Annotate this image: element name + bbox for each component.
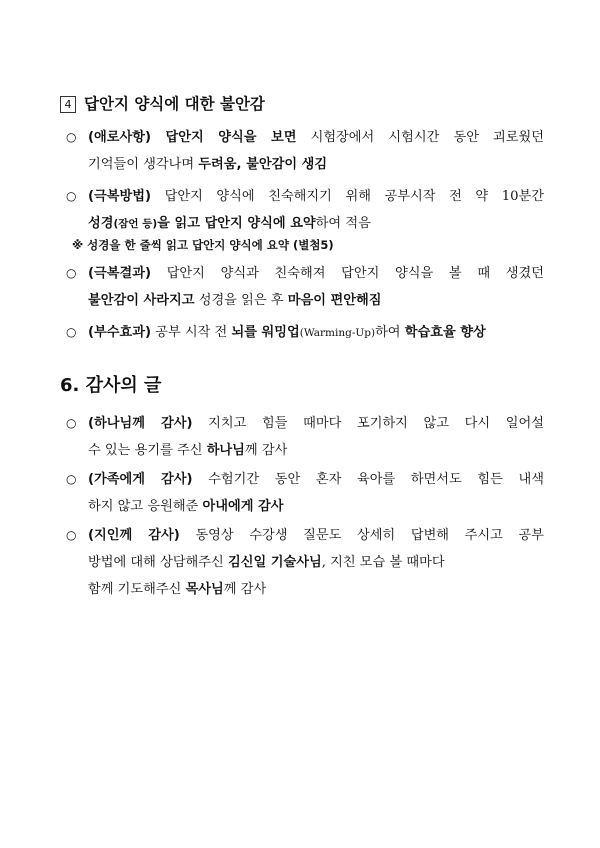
line [66,493,544,520]
bold-text: (극복결과) [88,266,152,281]
line [66,466,544,493]
note-reference: ※ 성경을 한 줄씩 읽고 답안지 양식에 요약 (별첨5) [72,238,334,252]
text: 께 감사 [223,582,267,597]
line [66,522,544,549]
text: 방법에 대해 상담해주신 [88,555,228,570]
line [66,260,544,287]
text: 성경을 읽은 후 [194,293,288,308]
text: 수험기간 동안 혼자 육아를 하면서도 힘든 내색 [192,472,544,487]
bold-text: 하나님 [206,443,245,458]
list-item-thanks-family [66,466,544,520]
bullet-mark: ○ [66,472,77,486]
line [66,183,544,210]
list-item-side-effect [66,319,544,347]
line [66,124,544,151]
line [66,210,544,238]
bold-text: 학습효율 향상 [404,325,486,340]
text: 하여 적음 [315,216,371,231]
line [66,287,544,314]
bold-text: (애로사항) 답안지 양식을 보면 [88,130,297,145]
bold-text: 불안감이 사라지고 [88,293,195,308]
subsection-heading [60,93,265,115]
text: 답안지 양식과 친숙해져 답안지 양식을 볼 때 생겼던 [151,266,544,281]
text: 동영상 수강생 질문도 상세히 답변해 주시고 공부 [179,528,545,543]
bold-text: 김신일 기술사님 [227,555,322,570]
bold-text: (하나님께 감사) [88,416,193,431]
text: 답안지 양식에 친숙해지기 위해 공부시작 전 약 10분간 [151,189,544,204]
bullet-mark: ○ [66,416,77,430]
subsection-title: 답안지 양식에 대한 불안감 [84,95,265,113]
bullet-mark: ○ [66,130,77,144]
list-item-result [66,260,544,314]
text: 함께 기도해주신 [88,582,186,597]
small-text: (Warming-Up) [299,327,376,339]
line [66,410,544,437]
list-item-method [66,183,544,238]
text: 수 있는 용기를 주신 [88,443,207,458]
list-item-thanks-acquaintances [66,522,544,603]
bold-text: 뇌를 워밍업 [231,325,300,340]
bullet-mark: ○ [66,189,77,203]
bold-text: 두려움, 불안감이 생김 [198,157,328,172]
text: 기억들이 생각나며 [88,157,199,172]
text: 께 감사 [244,443,288,458]
bold-text: 아내에게 감사 [202,499,284,514]
section-heading: 6. 감사의 글 [60,375,162,396]
line [66,319,544,347]
text: 공부 시작 전 [151,325,232,340]
line [66,549,544,576]
bold-text: 성경 [88,216,114,231]
bullet-mark: ○ [66,325,77,339]
small-bold-text: (잠언 등) [113,218,158,230]
list-item-difficulty [66,124,544,178]
line [66,151,544,178]
bold-text: (부수효과) [88,325,152,340]
text: 시험장에서 시험시간 동안 괴로웠던 [296,130,545,145]
bold-text: (극복방법) [88,189,152,204]
text: 지치고 힘들 때마다 포기하지 않고 다시 일어설 [192,416,544,431]
bold-text: 목사님 [185,582,224,597]
text: 하지 않고 응원해준 [88,499,203,514]
bold-text: 마음이 편안해짐 [287,293,382,308]
line [66,576,544,603]
bold-text: (지인께 감사) [88,528,180,543]
subsection-number: 4 [60,96,76,113]
text: 하여 [375,325,405,340]
bold-text: (가족에게 감사) [88,472,193,487]
text: , 지친 모습 볼 때마다 [321,555,445,570]
bold-text: 을 읽고 답안지 양식에 요약 [157,216,316,231]
line [66,437,544,464]
bullet-mark: ○ [66,528,77,542]
list-item-thanks-god [66,410,544,464]
bullet-mark: ○ [66,266,77,280]
